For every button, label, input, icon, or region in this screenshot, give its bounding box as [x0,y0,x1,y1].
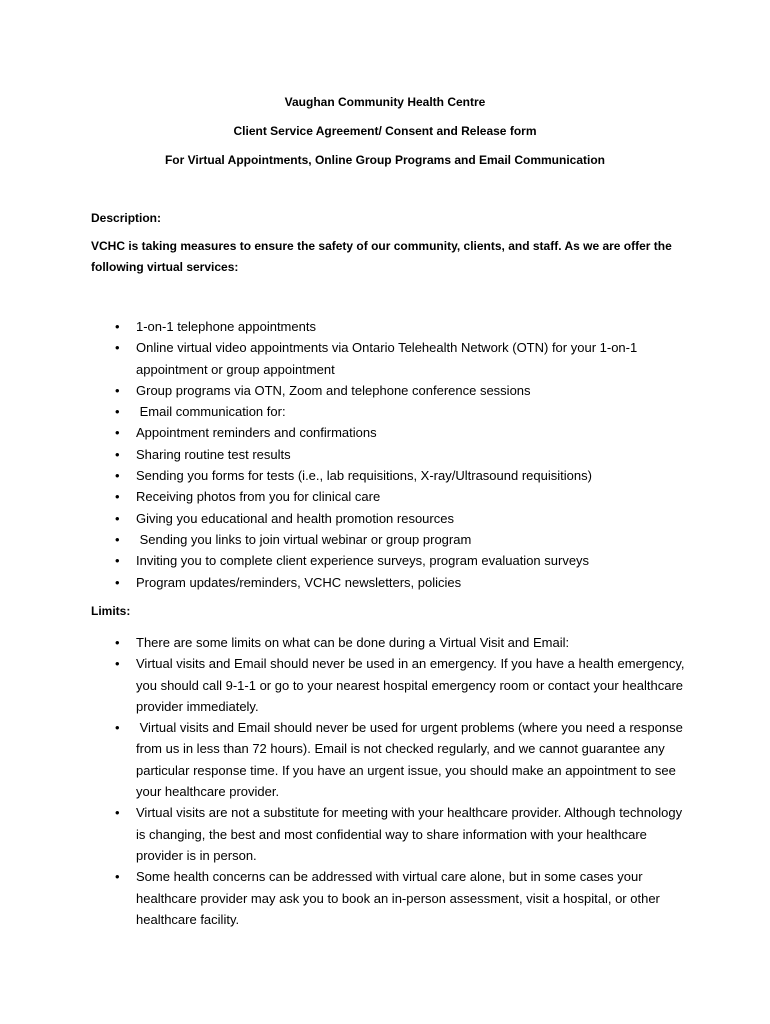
list-item-text: Email communication for: [136,404,286,420]
bullet-icon: • [115,489,120,505]
list-item-text: Some health concerns can be addressed with virtual care alone, but in some cases your healthcare provider may ask you to book an in-person assessment, visit a hospital, or other healthcare facility. [136,869,660,927]
list-item [0,465,688,486]
bullet-icon: • [115,382,120,398]
list-item [0,550,688,571]
limits-list [0,632,770,930]
list-item [0,337,688,380]
list-item-text: There are some limits on what can be done during a Virtual Visit and Email: [136,635,570,650]
list-item-text: Group programs via OTN, Zoom and telephone conference sessions [136,382,531,398]
list-item [0,422,688,443]
bullet-icon: • [115,553,120,569]
bullet-icon: • [115,404,120,420]
list-item-text: Virtual visits and Email should never be used in an emergency. If you have a health emergency, you should call 9-1-1 or go to your nearest hospital emergency room or contact your healthcare provider immediately. [136,656,685,714]
list-item [0,508,688,529]
list-item-text: Sending you links to join virtual webinar or group program [136,531,472,547]
bullet-icon: • [115,319,120,334]
bullet-icon: • [115,425,120,441]
list-item-text: Giving you educational and health promotion resources [136,510,454,526]
list-item [0,653,688,717]
services-list [0,316,770,593]
bullet-icon: • [115,446,120,462]
list-item-text: Inviting you to complete client experience surveys, program evaluation surveys [136,553,590,569]
bullet-icon: • [115,468,120,484]
limits-heading: Limits: [91,604,131,618]
list-item-text: Appointment reminders and confirmations [136,425,377,441]
description-heading: Description: [91,211,162,225]
list-item [0,316,688,337]
list-item-text: Sending you forms for tests (i.e., lab requisitions, X-ray/Ultrasound requisitions) [136,468,592,484]
list-item [0,717,688,802]
organization-title: Vaughan Community Health Centre [284,95,486,109]
list-item-text: Online virtual video appointments via Ontario Telehealth Network (OTN) for your 1-on-1 appointment or group appointment [136,340,638,377]
bullet-icon: • [115,510,120,526]
list-item-text: Sharing routine test results [136,446,291,462]
list-item-text: Virtual visits are not a substitute for meeting with your healthcare provider. Although technology is changing, the best and most confidential way to share information with your healthcare provider is in person. [136,805,683,863]
list-item-text: 1-on-1 telephone appointments [136,319,316,334]
form-title: Client Service Agreement/ Consent and Release form [233,124,537,138]
list-item [0,486,688,507]
list-item-text: Virtual visits and Email should never be used for urgent problems (where you need a response from us in less than 72 hours). Email is not checked regularly, and we cannot guarantee any particular response time. If you have an urgent issue, you should make an appointment to see your healthcare provider. [136,720,687,800]
list-item [0,866,688,930]
bullet-icon: • [115,531,120,547]
bullet-icon: • [115,805,120,821]
bullet-icon: • [115,656,120,672]
list-item [0,572,688,593]
list-item [0,632,688,653]
bullet-icon: • [115,340,120,356]
list-item-text: Receiving photos from you for clinical care [136,489,381,505]
bullet-icon: • [115,635,120,650]
description-text: VCHC is taking measures to ensure the safety of our community, clients, and staff. As we are offer the following virtual services: [91,239,672,274]
form-subtitle: For Virtual Appointments, Online Group Programs and Email Communication [164,153,606,167]
list-item [0,444,688,465]
list-item [0,529,688,550]
list-item [0,401,688,422]
bullet-icon: • [115,574,120,590]
list-item-text: Program updates/reminders, VCHC newsletters, policies [136,574,462,590]
bullet-icon: • [115,869,120,885]
list-item [0,380,688,401]
bullet-icon: • [115,720,120,736]
list-item [0,802,688,866]
